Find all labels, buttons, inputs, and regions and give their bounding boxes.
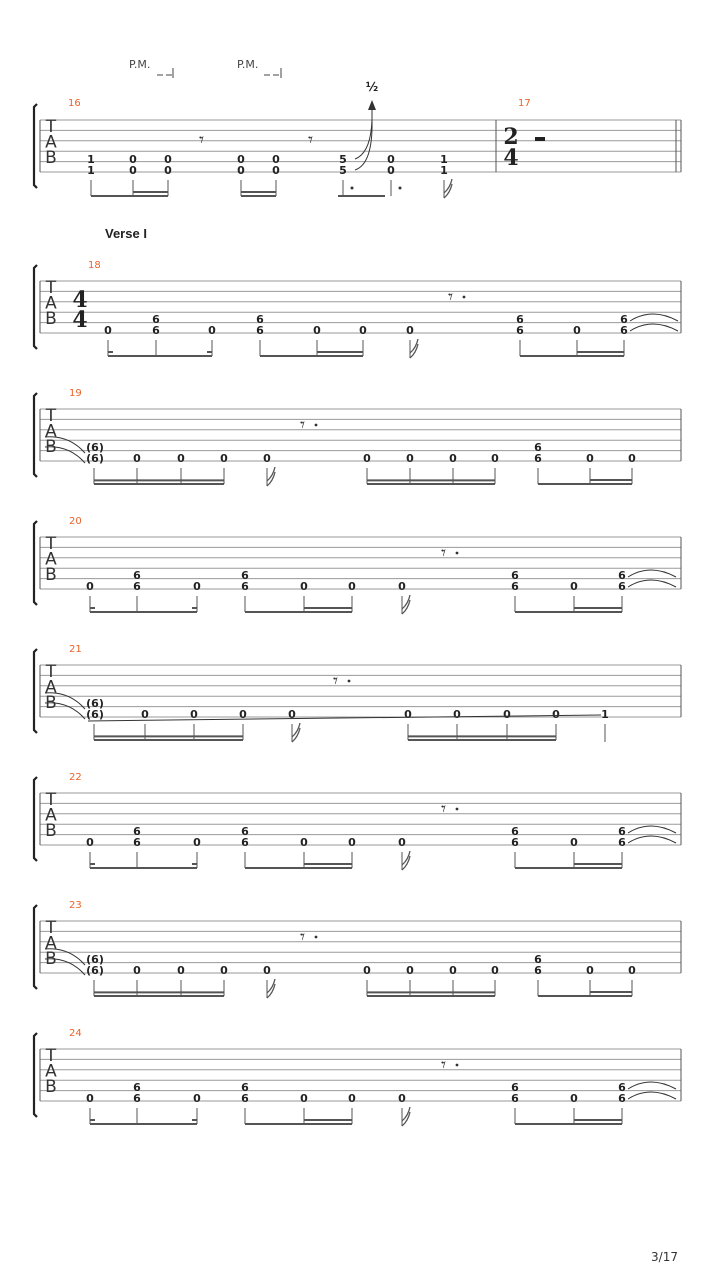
tab-clef-letter: T xyxy=(45,406,57,426)
tab-clef-letter: B xyxy=(45,309,57,329)
note-flag xyxy=(444,184,452,198)
note-flag xyxy=(267,467,275,481)
note-flag xyxy=(410,344,418,358)
tie-arc xyxy=(628,826,676,833)
fret-number: 0 xyxy=(404,708,412,721)
section-label: Verse I xyxy=(105,226,147,241)
eighth-rest: 𝄾 xyxy=(300,926,306,948)
tab-clef-letter: B xyxy=(45,1077,57,1097)
fret-number: 6 xyxy=(618,836,626,849)
system-bracket xyxy=(34,1033,37,1117)
fret-number: 6 xyxy=(516,324,524,337)
fret-number: 0 xyxy=(86,836,94,849)
measure-number: 20 xyxy=(69,516,82,527)
fret-number: 1 xyxy=(87,153,95,166)
measure-number: 23 xyxy=(69,900,82,911)
fret-number: 0 xyxy=(272,153,280,166)
fret-number: 0 xyxy=(104,324,112,337)
time-signature-top: 2 xyxy=(503,124,519,150)
note-flag xyxy=(402,1107,410,1121)
fret-number: 0 xyxy=(220,964,228,977)
tab-clef-letter: T xyxy=(45,278,57,298)
measure-number: 17 xyxy=(518,98,531,109)
tab-clef-letter: B xyxy=(45,565,57,585)
fret-number: 6 xyxy=(618,569,626,582)
system-bracket xyxy=(34,777,37,861)
fret-number: 1 xyxy=(87,164,95,177)
fret-number: 0 xyxy=(220,452,228,465)
fret-number: 0 xyxy=(449,452,457,465)
fret-number: 0 xyxy=(300,580,308,593)
fret-number: 6 xyxy=(152,313,160,326)
fret-number: 6 xyxy=(618,1081,626,1094)
fret-number: 6 xyxy=(256,313,264,326)
fret-number: 6 xyxy=(534,441,542,454)
fret-number: 0 xyxy=(348,580,356,593)
note-flag xyxy=(402,600,410,614)
fret-number: 0 xyxy=(164,153,172,166)
fret-number: 6 xyxy=(516,313,524,326)
tie-arc xyxy=(630,324,678,331)
note-flag xyxy=(292,723,300,737)
fret-number: 6 xyxy=(133,1092,141,1105)
note-flag xyxy=(292,728,300,742)
tie-arc xyxy=(628,1092,676,1099)
fret-number: 0 xyxy=(406,452,414,465)
note-flag xyxy=(444,179,452,193)
fret-number: 0 xyxy=(570,1092,578,1105)
fret-number: 0 xyxy=(300,1092,308,1105)
eighth-rest: 𝄾 xyxy=(199,129,205,151)
fret-number: 0 xyxy=(573,324,581,337)
fret-number: 0 xyxy=(177,452,185,465)
eighth-rest: 𝄾 xyxy=(448,286,454,308)
measure-number: 22 xyxy=(69,772,82,783)
tab-clef-letter: A xyxy=(45,933,57,954)
tie-arc xyxy=(628,836,676,843)
tie-arc xyxy=(628,1082,676,1089)
time-signature-bottom: 4 xyxy=(503,145,519,171)
fret-number: 0 xyxy=(570,580,578,593)
fret-number: 1 xyxy=(440,164,448,177)
fret-number: (6) xyxy=(86,964,104,977)
fret-number: 6 xyxy=(152,324,160,337)
fret-number: 0 xyxy=(491,452,499,465)
eighth-rest: 𝄾 xyxy=(441,1054,447,1076)
fret-number: 0 xyxy=(363,964,371,977)
fret-number: (6) xyxy=(86,441,104,454)
fret-number: 6 xyxy=(511,569,519,582)
fret-number: 0 xyxy=(586,452,594,465)
fret-number: 0 xyxy=(359,324,367,337)
tab-clef-letter: T xyxy=(45,662,57,682)
fret-number: 0 xyxy=(208,324,216,337)
fret-number: 6 xyxy=(133,1081,141,1094)
slide-line xyxy=(88,715,601,721)
fret-number: 0 xyxy=(86,580,94,593)
fret-number: 0 xyxy=(86,1092,94,1105)
fret-number: 6 xyxy=(534,953,542,966)
fret-number: 0 xyxy=(313,324,321,337)
fret-number: 6 xyxy=(620,324,628,337)
fret-number: 0 xyxy=(263,964,271,977)
fret-number: 1 xyxy=(601,708,609,721)
time-signature-bottom: 4 xyxy=(72,307,88,333)
fret-number: 5 xyxy=(339,153,347,166)
measure-number: 16 xyxy=(68,98,81,109)
note-dot xyxy=(351,187,354,190)
note-flag xyxy=(402,856,410,870)
system-bracket xyxy=(34,905,37,989)
fret-number: 6 xyxy=(511,1081,519,1094)
fret-number: 6 xyxy=(133,569,141,582)
fret-number: 6 xyxy=(511,825,519,838)
tab-clef-letter: B xyxy=(45,949,57,969)
rest-dot xyxy=(463,296,466,299)
tab-clef-letter: A xyxy=(45,549,57,570)
fret-number: (6) xyxy=(86,697,104,710)
fret-number: 0 xyxy=(398,580,406,593)
fret-number: 0 xyxy=(398,836,406,849)
fret-number: (6) xyxy=(86,953,104,966)
rest-dot xyxy=(315,424,318,427)
tie-arc xyxy=(628,570,676,577)
fret-number: 0 xyxy=(133,452,141,465)
note-dot xyxy=(399,187,402,190)
time-signature-top: 4 xyxy=(72,287,88,313)
fret-number: 0 xyxy=(449,964,457,977)
tab-clef-letter: A xyxy=(45,421,57,442)
tab-clef-letter: T xyxy=(45,918,57,938)
note-flag xyxy=(267,979,275,993)
eighth-rest: 𝄾 xyxy=(441,798,447,820)
tab-clef-letter: B xyxy=(45,148,57,168)
fret-number: 0 xyxy=(193,1092,201,1105)
fret-number: 0 xyxy=(406,324,414,337)
palm-mute-line xyxy=(157,68,173,78)
note-flag xyxy=(402,1112,410,1126)
fret-number: 0 xyxy=(239,708,247,721)
fret-number: 0 xyxy=(363,452,371,465)
fret-number: 0 xyxy=(164,164,172,177)
fret-number: 0 xyxy=(348,1092,356,1105)
system-bracket xyxy=(34,104,37,188)
bend-arrow xyxy=(368,100,376,110)
fret-number: 6 xyxy=(241,825,249,838)
note-flag xyxy=(402,851,410,865)
measure-number: 18 xyxy=(88,260,101,271)
fret-number: 6 xyxy=(534,452,542,465)
fret-number: 0 xyxy=(300,836,308,849)
rest-dot xyxy=(456,808,459,811)
fret-number: 5 xyxy=(339,164,347,177)
tab-clef-letter: B xyxy=(45,437,57,457)
system-bracket xyxy=(34,393,37,477)
tab-clef-letter: A xyxy=(45,293,57,314)
fret-number: 6 xyxy=(511,580,519,593)
fret-number: 0 xyxy=(193,580,201,593)
measure-number: 19 xyxy=(69,388,82,399)
note-flag xyxy=(267,984,275,998)
fret-number: 6 xyxy=(133,836,141,849)
fret-number: 6 xyxy=(511,836,519,849)
fret-number: 6 xyxy=(241,1081,249,1094)
fret-number: 0 xyxy=(570,836,578,849)
fret-number: 0 xyxy=(129,164,137,177)
fret-number: 0 xyxy=(503,708,511,721)
fret-number: 0 xyxy=(628,452,636,465)
tab-clef-letter: T xyxy=(45,534,57,554)
bend-amount: ½ xyxy=(365,80,379,94)
fret-number: 0 xyxy=(552,708,560,721)
note-flag xyxy=(267,472,275,486)
fret-number: 0 xyxy=(141,708,149,721)
tab-clef-letter: A xyxy=(45,1061,57,1082)
fret-number: 0 xyxy=(263,452,271,465)
fret-number: (6) xyxy=(86,708,104,721)
fret-number: 6 xyxy=(241,836,249,849)
fret-number: 0 xyxy=(348,836,356,849)
rest-dot xyxy=(315,936,318,939)
tie-arc xyxy=(628,580,676,587)
measure-number: 21 xyxy=(69,644,82,655)
fret-number: 6 xyxy=(241,580,249,593)
fret-number: 1 xyxy=(440,153,448,166)
fret-number: 0 xyxy=(288,708,296,721)
palm-mute-line xyxy=(264,68,281,78)
fret-number: 0 xyxy=(237,153,245,166)
half-rest xyxy=(535,137,545,141)
tab-clef-letter: A xyxy=(45,805,57,826)
note-flag xyxy=(410,339,418,353)
fret-number: 6 xyxy=(256,324,264,337)
rest-dot xyxy=(348,680,351,683)
tab-clef-letter: T xyxy=(45,1046,57,1066)
fret-number: 0 xyxy=(237,164,245,177)
fret-number: 0 xyxy=(453,708,461,721)
tab-clef-letter: B xyxy=(45,693,57,713)
tab-clef-letter: A xyxy=(45,132,57,153)
tab-clef-letter: T xyxy=(45,117,57,137)
tab-clef-letter: B xyxy=(45,821,57,841)
fret-number: 0 xyxy=(586,964,594,977)
fret-number: 0 xyxy=(387,153,395,166)
fret-number: 6 xyxy=(511,1092,519,1105)
fret-number: 6 xyxy=(241,1092,249,1105)
page-number: 3/17 xyxy=(651,1250,678,1264)
palm-mute-label: P.M. xyxy=(129,58,151,71)
fret-number: 0 xyxy=(129,153,137,166)
palm-mute-label: P.M. xyxy=(237,58,259,71)
fret-number: 6 xyxy=(241,569,249,582)
system-bracket xyxy=(34,649,37,733)
rest-dot xyxy=(456,552,459,555)
tab-clef-letter: T xyxy=(45,790,57,810)
eighth-rest: 𝄾 xyxy=(441,542,447,564)
fret-number: 0 xyxy=(190,708,198,721)
system-bracket xyxy=(34,265,37,349)
bend-curve xyxy=(355,120,372,170)
eighth-rest: 𝄾 xyxy=(333,670,339,692)
fret-number: 0 xyxy=(398,1092,406,1105)
fret-number: 6 xyxy=(618,825,626,838)
fret-number: 6 xyxy=(534,964,542,977)
fret-number: 6 xyxy=(620,313,628,326)
fret-number: 0 xyxy=(177,964,185,977)
fret-number: 0 xyxy=(272,164,280,177)
eighth-rest: 𝄾 xyxy=(308,129,314,151)
fret-number: 6 xyxy=(133,825,141,838)
fret-number: 0 xyxy=(491,964,499,977)
note-flag xyxy=(402,595,410,609)
tab-clef-letter: A xyxy=(45,677,57,698)
fret-number: 6 xyxy=(133,580,141,593)
system-bracket xyxy=(34,521,37,605)
measure-number: 24 xyxy=(69,1028,82,1039)
eighth-rest: 𝄾 xyxy=(300,414,306,436)
fret-number: 0 xyxy=(387,164,395,177)
fret-number: 0 xyxy=(193,836,201,849)
rest-dot xyxy=(456,1064,459,1067)
fret-number: 6 xyxy=(618,1092,626,1105)
fret-number: 6 xyxy=(618,580,626,593)
fret-number: 0 xyxy=(406,964,414,977)
fret-number: (6) xyxy=(86,452,104,465)
fret-number: 0 xyxy=(628,964,636,977)
tie-arc xyxy=(630,314,678,321)
fret-number: 0 xyxy=(133,964,141,977)
